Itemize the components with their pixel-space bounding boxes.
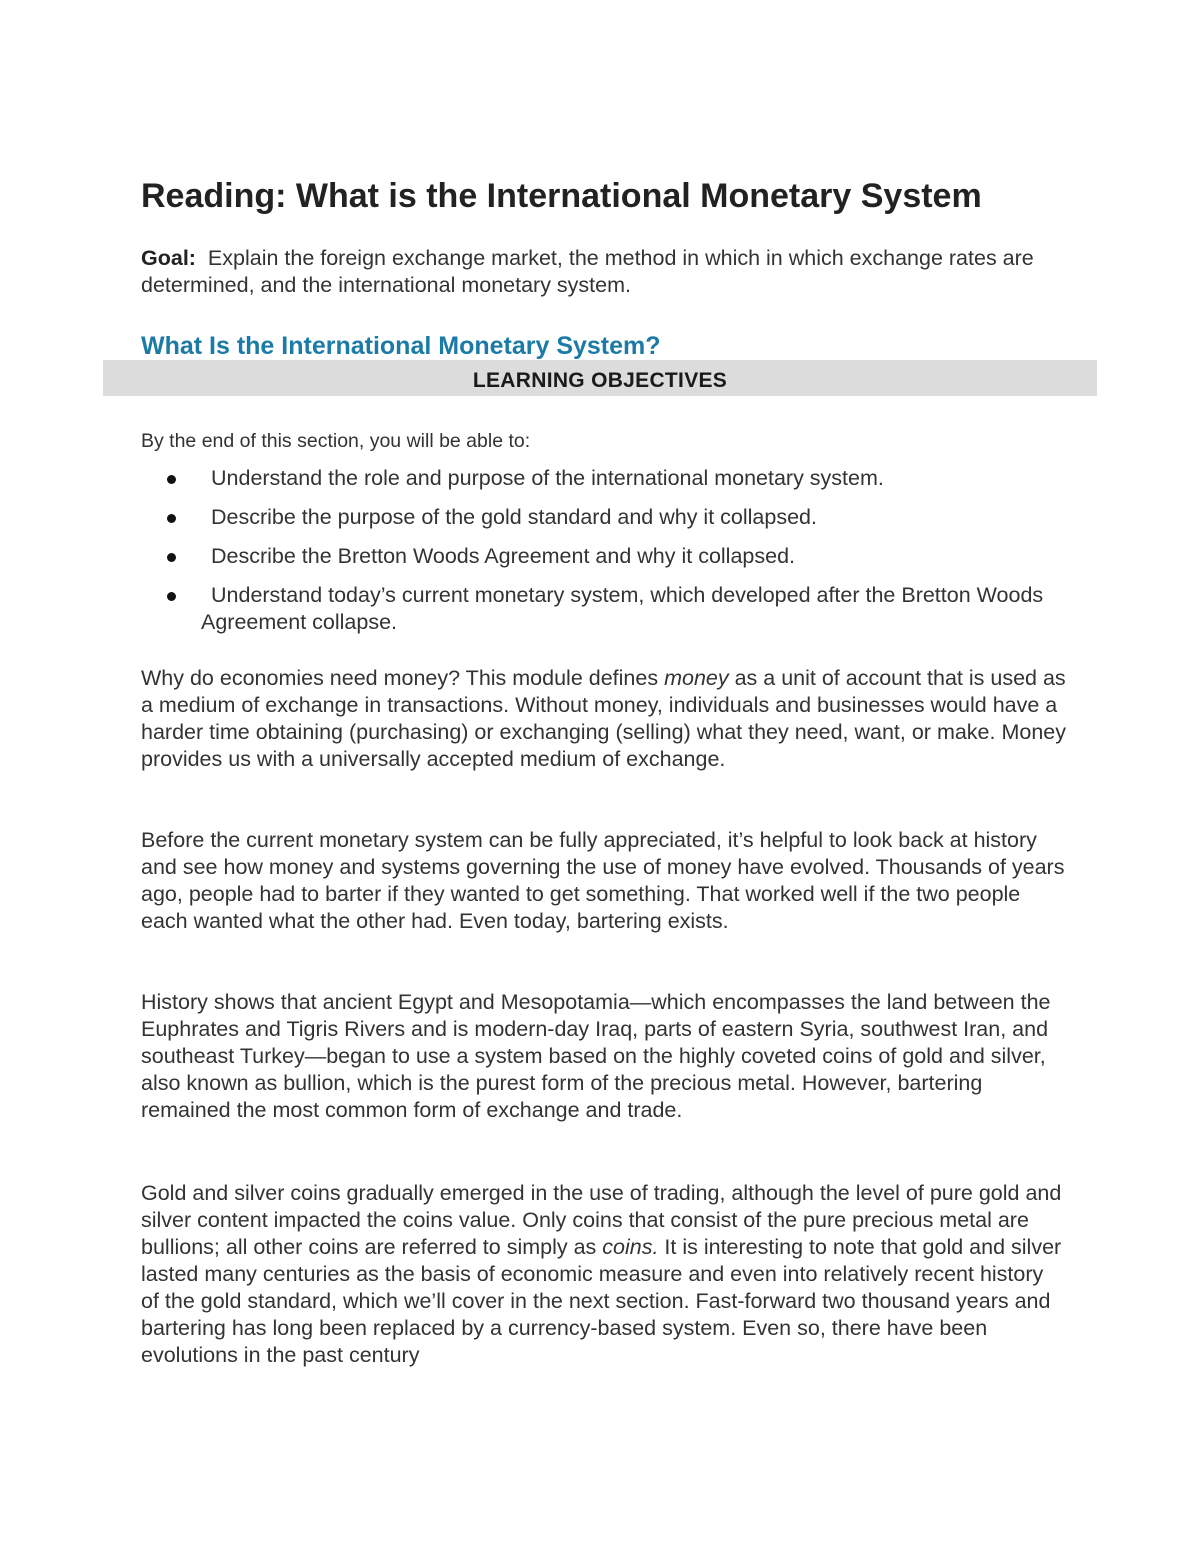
objectives-intro: By the end of this section, you will be able to: [141,430,531,452]
learning-objectives-header: LEARNING OBJECTIVES [103,360,1097,396]
bullet-icon [167,514,176,523]
bullet-icon [167,592,176,601]
goal-text: Explain the foreign exchange market, the method in which in which exchange rates are determined, and the international monetary system. [141,246,1034,297]
paragraph-text: as a unit of account that is used as a medium of exchange in transactions. Without money, individuals and businesses would have a harder time obtaining (purchasing) or exchanging (selling) what they need, want, or make. Money provides us with a universally accepted medium of exchange. [141,666,1066,771]
section-heading: What Is the International Monetary System? [141,332,661,360]
objective-text: Describe the purpose of the gold standard and why it collapsed. [211,505,817,529]
bullet-icon [167,553,176,562]
objectives-list [141,465,1081,648]
goal-statement [141,245,1061,299]
paragraph-text: Why do economies need money? This module defines [141,666,665,690]
objective-item [141,543,1081,570]
objective-item [141,465,1081,492]
emphasis-coins: coins. [602,1235,659,1259]
paragraph-text: Gold and silver coins gradually emerged in the use of trading, although the level of pure gold and silver content impacted the coins value. Only coins that consist of the pure precious metal are bullions; all other coins are referred to simply as [141,1181,1062,1259]
paragraph-why-money [141,665,1066,773]
bullet-icon [167,475,176,484]
paragraph-egypt-mesopotamia: History shows that ancient Egypt and Mesopotamia—which encompasses the land between the Euphrates and Tigris Rivers and is modern-day Iraq, parts of eastern Syria, southwest Iran, and southeast Turkey—began to use a system based on the highly coveted coins of gold and silver, also known as bullion, which is the purest form of the precious metal. However, bartering remained the most common form of exchange and trade. [141,990,1051,1122]
page-title: Reading: What is the International Monetary System [141,177,982,215]
objective-item [141,582,1081,636]
objective-text: Understand the role and purpose of the international monetary system. [211,466,884,490]
goal-label: Goal: [141,246,196,270]
paragraph-text: It is interesting to note that gold and silver lasted many centuries as the basis of economic measure and even into relatively recent history of the gold standard, which we’ll cover in the next section. Fast-forward two thousand years and bartering has long been replaced by a currency-based system. Even so, there have been evolutions in the past century [141,1235,1062,1367]
emphasis-money: money [664,666,729,690]
paragraph-gold-silver-coins [141,1180,1066,1369]
objective-item [141,504,1081,531]
paragraph-history-barter: Before the current monetary system can be fully appreciated, it’s helpful to look back at history and see how money and systems governing the use of money have evolved. Thousands of years ago, people had to barter if they wanted to get something. That worked well if the two people each wanted what the other had. Even today, bartering exists. [141,828,1065,933]
objective-text: Describe the Bretton Woods Agreement and why it collapsed. [211,544,796,568]
objective-text: Understand today’s current monetary system, which developed after the Bretton Woods Agreement collapse. [201,583,1044,634]
